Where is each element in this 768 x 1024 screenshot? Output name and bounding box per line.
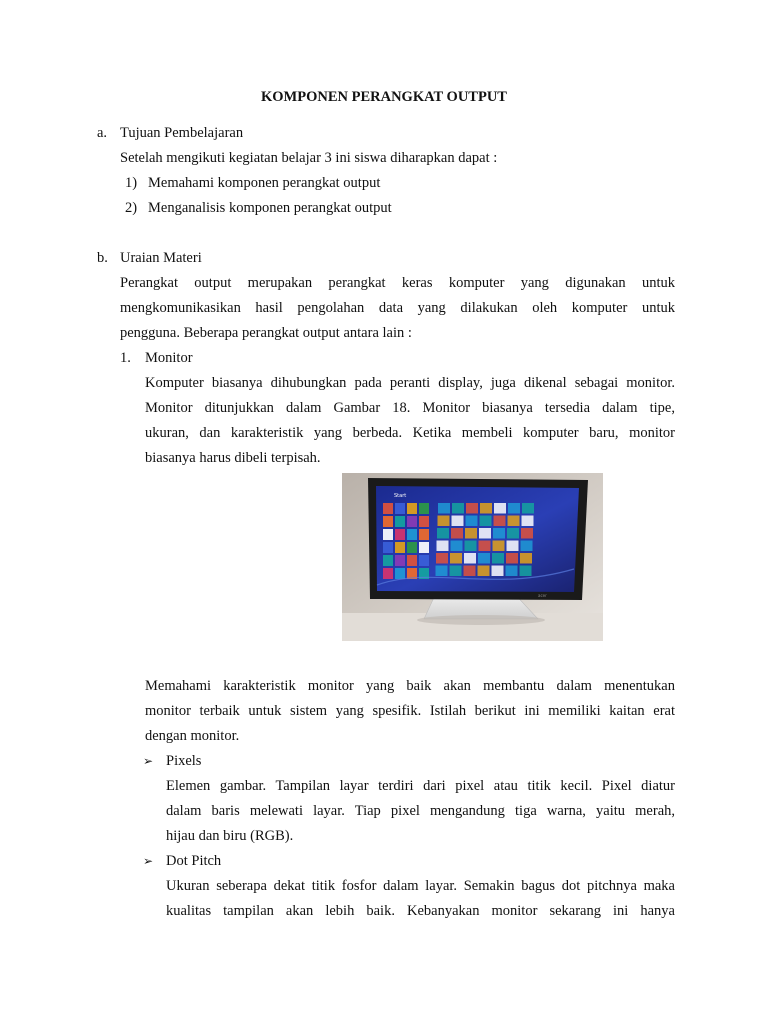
item-number: 1.: [120, 350, 131, 366]
paragraph-line: dalam baris melewati layar. Tiap pixel mengandung tiga warna, yaitu merah,: [166, 803, 675, 819]
paragraph-line: ukuran, dan karakteristik yang berbeda. Ketika membeli komputer baru, monitor: [145, 425, 675, 441]
goal-number: 2): [125, 200, 138, 216]
paragraph-line: Elemen gambar. Tampilan layar terdiri dari pixel atau titik kecil. Pixel diatur: [166, 778, 675, 794]
paragraph-line: Komputer biasanya dihubungkan pada peranti display, juga dikenal sebagai monitor.: [145, 375, 675, 391]
bullet-arrow-icon: ➢: [143, 754, 154, 768]
paragraph-line: biasanya harus dibeli terpisah.: [145, 450, 321, 466]
monitor-photo: [342, 473, 603, 641]
goal-text: Menganalisis komponen perangkat output: [148, 200, 392, 216]
paragraph-line: pengguna. Beberapa perangkat output antara lain :: [120, 325, 412, 341]
paragraph-line: hijau dan biru (RGB).: [166, 828, 294, 844]
section-a-intro: Setelah mengikuti kegiatan belajar 3 ini siswa diharapkan dapat :: [120, 150, 498, 166]
section-b-marker: b.: [97, 250, 108, 266]
bullet-heading: Dot Pitch: [166, 853, 222, 869]
paragraph-line: Ukuran seberapa dekat titik fosfor dalam layar. Semakin bagus dot pitchnya maka: [166, 878, 675, 894]
start-label: Start: [394, 493, 407, 499]
section-a-marker: a.: [97, 125, 108, 141]
item-heading: Monitor: [145, 350, 193, 366]
page-title: KOMPONEN PERANGKAT OUTPUT: [261, 89, 507, 105]
bullet-heading: Pixels: [166, 753, 202, 769]
goal-text: Memahami komponen perangkat output: [148, 175, 381, 191]
paragraph-line: Monitor ditunjukkan dalam Gambar 18. Monitor biasanya tersedia dalam tipe,: [145, 400, 675, 416]
svg-text:acer: acer: [538, 593, 547, 598]
goal-number: 1): [125, 175, 138, 191]
paragraph-line: Perangkat output merupakan perangkat keras komputer yang digunakan untuk: [120, 275, 675, 291]
paragraph-line: dengan monitor.: [145, 728, 240, 744]
section-a-heading: Tujuan Pembelajaran: [120, 125, 244, 141]
bullet-arrow-icon: ➢: [143, 854, 154, 868]
paragraph-line: monitor terbaik untuk sistem yang spesifik. Istilah berikut ini memiliki kaitan erat: [145, 703, 675, 719]
paragraph-line: Memahami karakteristik monitor yang baik akan membantu dalam menentukan: [145, 678, 675, 694]
paragraph-line: mengkomunikasikan hasil pengolahan data yang dilakukan oleh komputer untuk: [120, 300, 675, 316]
section-b-heading: Uraian Materi: [120, 250, 202, 266]
paragraph-line: kualitas tampilan akan lebih baik. Kebanyakan monitor sekarang ini hanya: [166, 903, 675, 919]
